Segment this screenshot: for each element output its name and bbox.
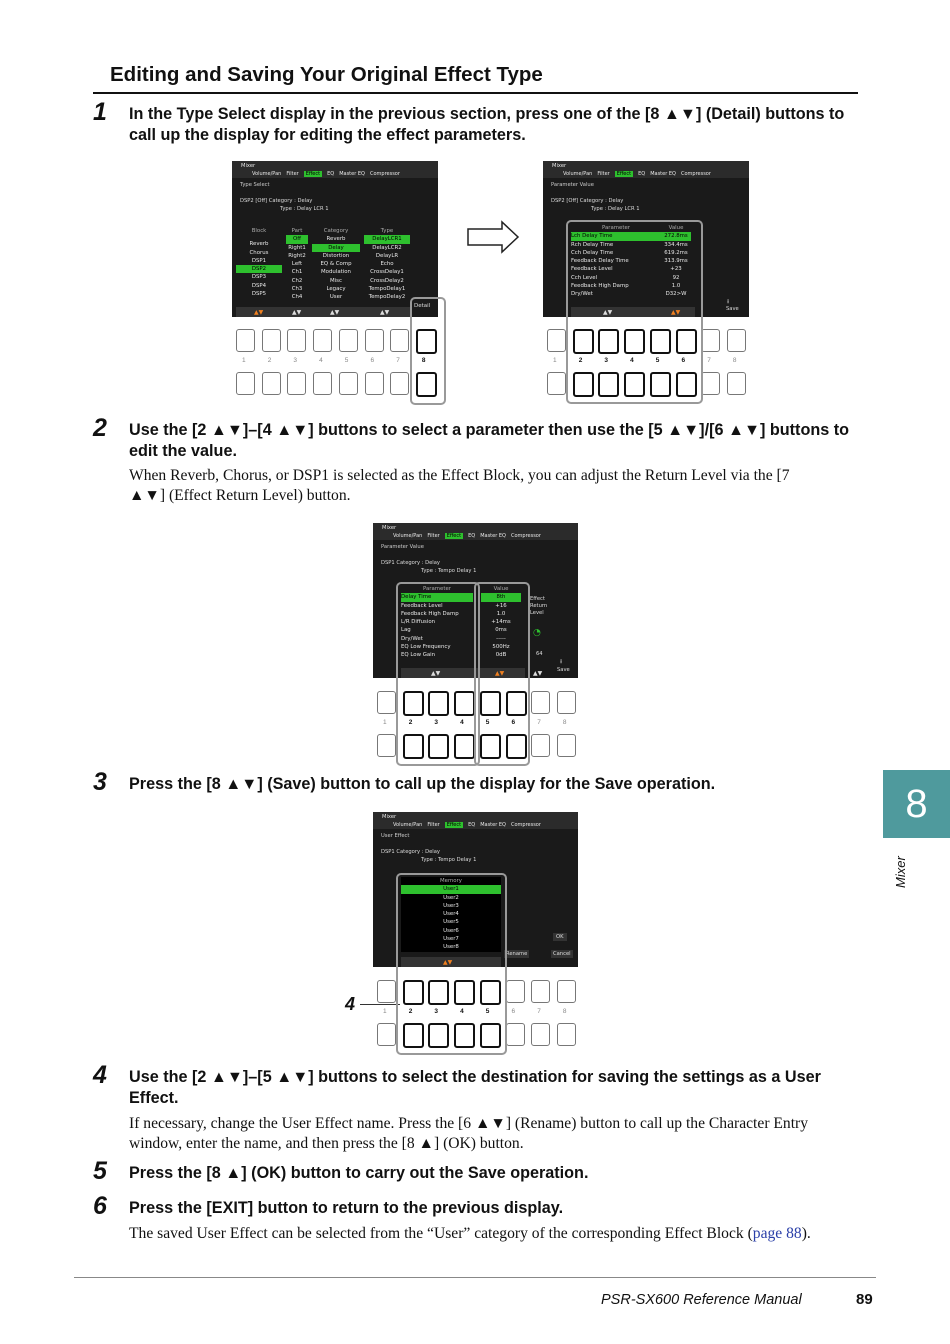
highlight-frame [474, 582, 530, 766]
return-level-value: 64 [536, 651, 543, 657]
upper-button-7[interactable] [531, 980, 550, 1003]
type-item: DelayLCR1 [364, 235, 410, 243]
page-number: 89 [856, 1291, 873, 1308]
type-select-display: Mixer Volume/Pan Filter Effect EQ Master EQ Compressor Type Select DSP2 [Off] Category : Delay Type : Delay LCR 1 Block Reverb Chorus DSP1 DSP2 DSP3 DSP4 DSP5 Part Off Right1 Right2 Left Ch1 Ch2 Ch3 Ch4 Category Reverb Delay Distortion EQ & Comp Modulation Misc Legacy User Type DelayLCR1 DelayLCR2 DelayLR Echo CrossDelay1 CrossDelay2 TempoDelay1 TempoDelay2 ▲▼ ▲▼ ▲▼ ▲▼ Detail [232, 161, 438, 317]
save-icon: ⭳ [560, 658, 563, 665]
upper-button-7[interactable] [701, 329, 720, 352]
step-number: 1 [93, 98, 107, 126]
value-item: 334.4ms [664, 241, 688, 248]
tab-eq: EQ [638, 171, 646, 177]
button-number: 1 [383, 719, 387, 726]
value-item: 1.0 [496, 610, 506, 617]
value-item: 272.8ms [661, 232, 691, 240]
lower-button-1[interactable] [236, 372, 255, 395]
parameter-item: Cch Delay Time [571, 249, 614, 256]
body-text: The saved User Effect can be selected from the “User” category of the corresponding Effect Block ( [129, 1225, 753, 1242]
memory-item: User4 [443, 911, 459, 918]
button-number: 5 [485, 1008, 490, 1015]
upper-button-6[interactable] [506, 980, 525, 1003]
value-header: Value [493, 586, 509, 592]
parameter-item: Rch Delay Time [571, 241, 614, 248]
step-text: In the Type Select display in the previous section, press one of the [8 ▲▼] (Detail) buttons to call up the display for editing the effect parameters. [129, 105, 845, 144]
category-item: Reverb [326, 236, 346, 243]
step-number: 4 [93, 1061, 107, 1089]
step-number: 5 [93, 1157, 107, 1185]
highlight-frame [410, 297, 446, 405]
callout-line [360, 1004, 400, 1005]
button-number: 3 [434, 719, 439, 726]
upper-button-8[interactable] [727, 329, 746, 352]
step-number: 3 [93, 768, 107, 796]
button-number: 6 [511, 1008, 516, 1015]
tab-master-eq: Master EQ [339, 171, 365, 177]
type-item: Echo [380, 261, 394, 268]
upper-button-8[interactable] [557, 980, 576, 1003]
rename-label: Rename [506, 951, 528, 957]
tab-filter: Filter [286, 171, 299, 177]
memory-item: User6 [443, 927, 459, 934]
lower-button-1[interactable] [377, 1023, 396, 1046]
callout-number: 4 [345, 994, 356, 1014]
tab-filter: Filter [597, 171, 610, 177]
value-header: Value [668, 225, 684, 231]
parameter-item: Dry/Wet [571, 291, 593, 298]
memory-item: User2 [443, 894, 459, 901]
page-title: Editing and Saving Your Original Effect Type [110, 63, 543, 86]
value-item: +23 [670, 266, 682, 273]
block-item: Chorus [249, 249, 269, 256]
parameter-item: Dry/Wet [401, 635, 423, 642]
chapter-tab: 8 [883, 770, 950, 838]
category-item: EQ & Comp [320, 261, 352, 268]
tab-filter: Filter [427, 822, 440, 828]
button-number: 4 [319, 357, 323, 364]
display-subtitle: User Effect [381, 833, 410, 839]
display-subtitle: Parameter Value [551, 182, 594, 188]
tab-volume-pan: Volume/Pan [393, 822, 423, 828]
type-item: TempoDelay2 [368, 294, 406, 301]
category-item: Modulation [321, 269, 351, 276]
tab-master-eq: Master EQ [480, 822, 506, 828]
lower-button-3[interactable] [287, 372, 306, 395]
value-item: 619.2ms [664, 249, 688, 256]
tab-filter: Filter [427, 533, 440, 539]
step-text: Use the [2 ▲▼]–[5 ▲▼] buttons to select the destination for saving the settings as a User Effect. [129, 1068, 821, 1107]
value-item: ----- [496, 635, 506, 642]
lower-button-8[interactable] [557, 734, 576, 757]
tab-master-eq: Master EQ [480, 533, 506, 539]
button-number: 2 [408, 719, 413, 726]
button-number: 2 [267, 357, 272, 364]
save-label: Save [557, 667, 570, 673]
upper-button-2[interactable] [262, 329, 281, 352]
button-number: 2 [578, 357, 583, 364]
tab-volume-pan: Volume/Pan [393, 533, 423, 539]
step-text: Press the [8 ▲] (OK) button to carry out the Save operation. [129, 1164, 589, 1182]
lower-button-5[interactable] [339, 372, 358, 395]
upper-button-4[interactable] [313, 329, 332, 352]
tab-volume-pan: Volume/Pan [563, 171, 593, 177]
upper-button-5[interactable] [339, 329, 358, 352]
category-item: Legacy [326, 286, 346, 293]
button-number: 5 [344, 357, 349, 364]
step-text: Press the [EXIT] button to return to the previous display. [129, 1199, 564, 1217]
category-item: Delay [312, 244, 360, 252]
button-number: 5 [655, 357, 660, 364]
parameter-value-display: Mixer Volume/Pan Filter Effect EQ Master EQ Compressor Parameter Value DSP2 [Off] Category : Delay Type : Delay LCR 1 Parameter Lch Delay Time Rch Delay Time Cch Delay Time Feedback Delay Time Feedback Level Cch Level Feedback High Damp Dry/Wet Value 272.8ms 334.4ms 619.2ms 313.9ms +23 92 1.0 D32>W ▲▼ ▲▼ ⭳ Save [543, 161, 749, 317]
parameter-item: EQ Low Gain [401, 652, 436, 659]
lower-button-6[interactable] [506, 1023, 525, 1046]
lower-button-8[interactable] [727, 372, 746, 395]
cancel-label: Cancel [553, 951, 571, 957]
display-subtitle: Parameter Value [381, 544, 424, 550]
save-icon: ⭳ [727, 298, 730, 305]
step-body: If necessary, change the User Effect name. Press the [6 ▲▼] (Rename) button to call up the Character Entry window, enter the name, and then press the [8 ▲] (OK) button. [129, 1115, 809, 1152]
ok-label: OK [553, 933, 567, 941]
return-label: Return [530, 603, 548, 609]
effect-info: DSP2 [Off] Category : Delay [240, 198, 313, 204]
effect-info: DSP1 Category : Delay [381, 849, 440, 855]
display-title: Mixer [382, 814, 397, 820]
button-number: 4 [460, 719, 464, 726]
footer-title: PSR-SX600 Reference Manual [601, 1292, 802, 1308]
button-number: 8 [732, 357, 737, 364]
memory-item: User8 [443, 944, 459, 951]
body-text: ). [801, 1225, 811, 1242]
button-number: 3 [604, 357, 609, 364]
category-item: Misc [330, 277, 342, 284]
effect-type-info: Type : Tempo Delay 1 [421, 568, 477, 574]
parameter-item: Lag [401, 627, 411, 634]
step-text: Use the [2 ▲▼]–[4 ▲▼] buttons to select a parameter then use the [5 ▲▼]/[6 ▲▼] buttons to edit the value. [129, 421, 849, 460]
part-item: Ch4 [291, 294, 303, 301]
block-item: DSP2 [236, 265, 282, 273]
block-item: DSP1 [251, 257, 267, 264]
part-item: Ch3 [291, 286, 303, 293]
lower-button-1[interactable] [377, 734, 396, 757]
upper-button-1[interactable] [547, 329, 566, 352]
parameter-header: Parameter [422, 586, 452, 592]
value-item: 313.9ms [664, 258, 688, 265]
step-body: When Reverb, Chorus, or DSP1 is selected as the Effect Block, you can adjust the Return Level via the [7 ▲▼] (Effect Return Level) button. [129, 467, 790, 504]
type-item: TempoDelay1 [368, 286, 406, 293]
tab-effect: Effect [616, 171, 632, 177]
return-label: Level [530, 610, 544, 616]
parameter-value-display: Mixer Volume/Pan Filter Effect EQ Master EQ Compressor Parameter Value DSP1 Category : Delay Type : Tempo Delay 1 Parameter Delay Time Feedback Level Feedback High Damp L/R Diffusion Lag Dry/Wet EQ Low Frequency EQ Low Gain Value 8th +16 1.0 +14ms 0ms ----- 500Hz 0dB Effect Return Level ◔ 64 ▲▼ ▲▼ ▲▼ ⭳ Save [373, 523, 578, 678]
button-number: 4 [460, 1008, 464, 1015]
tab-compressor: Compressor [510, 822, 541, 828]
button-number: 3 [293, 357, 298, 364]
tab-effect: Effect [305, 171, 321, 177]
upper-button-8[interactable] [557, 691, 576, 714]
step-number: 6 [93, 1192, 107, 1220]
lower-button-4[interactable] [313, 372, 332, 395]
tab-eq: EQ [468, 822, 476, 828]
value-item: 8th [481, 593, 521, 601]
upper-button-1[interactable] [236, 329, 255, 352]
detail-label: Detail [414, 303, 431, 309]
save-label: Save [726, 306, 739, 312]
block-item: Reverb [249, 241, 269, 248]
button-number: 4 [630, 357, 634, 364]
part-item: Right1 [288, 244, 306, 251]
upper-button-3[interactable] [287, 329, 306, 352]
effect-type-info: Type : Delay LCR 1 [591, 206, 640, 212]
lower-button-7[interactable] [390, 372, 409, 395]
category-item: Distortion [322, 252, 350, 259]
memory-item: User5 [443, 919, 459, 926]
lower-button-6[interactable] [365, 372, 384, 395]
tab-eq: EQ [468, 533, 476, 539]
lower-button-1[interactable] [547, 372, 566, 395]
type-item: CrossDelay2 [370, 277, 404, 284]
tab-compressor: Compressor [510, 533, 541, 539]
type-item: DelayLR [375, 252, 399, 259]
category-header: Category [323, 228, 349, 234]
effect-info: DSP1 Category : Delay [381, 560, 440, 566]
block-header: Block [251, 228, 267, 234]
button-number: 5 [485, 719, 490, 726]
button-number: 7 [537, 1008, 541, 1015]
display-title: Mixer [552, 163, 567, 169]
button-number: 8 [562, 719, 567, 726]
step-text: Press the [8 ▲▼] (Save) button to call up the display for the Save operation. [129, 775, 716, 793]
type-header: Type [380, 228, 394, 234]
lower-button-7[interactable] [531, 1023, 550, 1046]
page-link[interactable]: page 88 [752, 1225, 802, 1242]
memory-item: User3 [443, 902, 459, 909]
part-item: Right2 [288, 252, 306, 259]
tab-effect: Effect [446, 822, 462, 828]
button-number: 6 [370, 357, 375, 364]
value-item: 92 [672, 274, 680, 281]
block-item: DSP5 [251, 291, 267, 298]
part-item: Ch2 [291, 277, 303, 284]
step-number: 2 [93, 414, 107, 442]
button-number: 1 [553, 357, 557, 364]
part-header: Part [291, 228, 303, 234]
effect-type-info: Type : Tempo Delay 1 [421, 857, 477, 863]
parameter-item: Cch Level [571, 274, 598, 281]
user-effect-display: Mixer Volume/Pan Filter Effect EQ Master EQ Compressor User Effect DSP1 Category : Delay Type : Tempo Delay 1 Memory User1 User2 User3 User4 User5 User6 User7 User8 ▲▼ Rename OK Cancel [373, 812, 578, 967]
highlight-frame [396, 873, 507, 1055]
parameter-item: Delay Time [401, 593, 473, 601]
parameter-header: Parameter [601, 225, 631, 231]
upper-button-7[interactable] [390, 329, 409, 352]
lower-button-8[interactable] [557, 1023, 576, 1046]
parameter-item: EQ Low Frequency [401, 644, 451, 651]
value-item: 0ms [495, 627, 507, 634]
chapter-label: Mixer [893, 856, 908, 888]
tab-effect: Effect [446, 533, 462, 539]
upper-button-7[interactable] [531, 691, 550, 714]
tab-volume-pan: Volume/Pan [252, 171, 282, 177]
highlight-frame [566, 220, 703, 404]
upper-button-1[interactable] [377, 691, 396, 714]
button-number: 1 [242, 357, 246, 364]
memory-item: User7 [443, 936, 459, 943]
tab-compressor: Compressor [680, 171, 711, 177]
button-number: 7 [707, 357, 711, 364]
highlight-frame [396, 582, 480, 766]
display-subtitle: Type Select [240, 182, 270, 188]
parameter-item: Feedback Level [571, 266, 613, 273]
type-item: CrossDelay1 [370, 269, 404, 276]
parameter-item: L/R Diffusion [401, 619, 436, 626]
button-number: 8 [421, 357, 426, 364]
effect-info: DSP2 [Off] Category : Delay [551, 198, 624, 204]
parameter-item: Feedback Delay Time [571, 258, 629, 265]
parameter-item: Feedback Level [401, 602, 443, 609]
footer-rule [74, 1277, 876, 1278]
step-body [129, 1224, 829, 1244]
display-title: Mixer [382, 525, 397, 531]
category-item: User [329, 294, 343, 301]
arrow-right-icon [466, 219, 520, 255]
heading-rule [93, 92, 858, 94]
button-number: 8 [562, 1008, 567, 1015]
part-item: Ch1 [291, 269, 303, 276]
display-title: Mixer [241, 163, 256, 169]
memory-item: User1 [401, 885, 501, 893]
button-number: 7 [537, 719, 541, 726]
value-item: +16 [495, 602, 507, 609]
value-item: +14ms [491, 619, 511, 626]
button-number: 2 [408, 1008, 413, 1015]
tab-master-eq: Master EQ [650, 171, 676, 177]
part-item: Left [291, 261, 303, 268]
value-item: 0dB [495, 652, 507, 659]
lower-button-7[interactable] [701, 372, 720, 395]
return-knob-icon: ◔ [533, 628, 541, 638]
effect-type-info: Type : Delay LCR 1 [280, 206, 329, 212]
parameter-item: Feedback High Damp [401, 610, 459, 617]
value-item: 1.0 [671, 283, 681, 290]
parameter-item: Feedback High Damp [571, 283, 629, 290]
button-number: 7 [396, 357, 400, 364]
lower-button-2[interactable] [262, 372, 281, 395]
tab-eq: EQ [327, 171, 335, 177]
button-number: 1 [383, 1008, 387, 1015]
return-label: Effect [530, 596, 545, 602]
button-number: 6 [511, 719, 516, 726]
type-item: DelayLCR2 [372, 244, 402, 251]
block-item: DSP3 [251, 274, 267, 281]
upper-button-6[interactable] [365, 329, 384, 352]
part-item: Off [286, 235, 308, 243]
value-item: D32>W [665, 291, 687, 298]
parameter-item: Lch Delay Time [571, 232, 661, 240]
tab-compressor: Compressor [369, 171, 400, 177]
value-item: 500Hz [492, 644, 510, 651]
button-number: 3 [434, 1008, 439, 1015]
lower-button-7[interactable] [531, 734, 550, 757]
upper-button-1[interactable] [377, 980, 396, 1003]
button-number: 6 [681, 357, 686, 364]
block-item: DSP4 [251, 282, 267, 289]
memory-header: Memory [440, 878, 462, 884]
